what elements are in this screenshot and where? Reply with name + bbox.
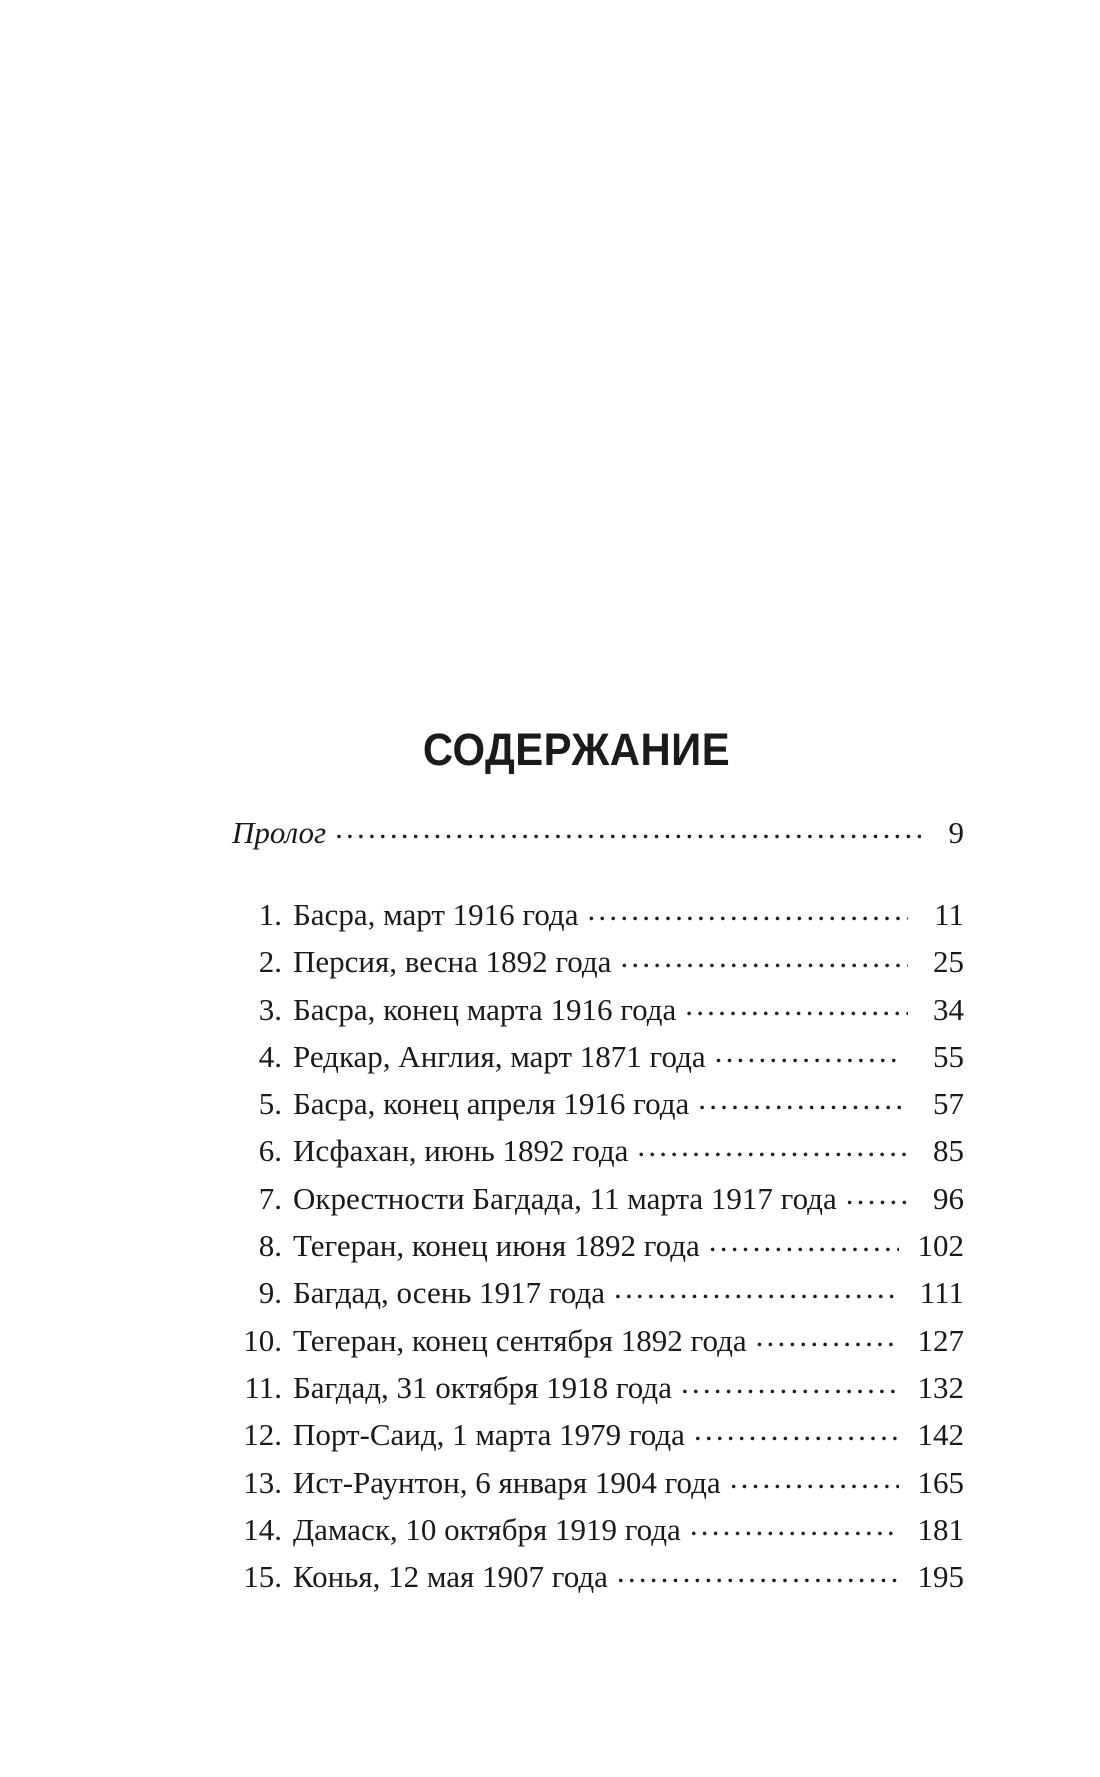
toc-entry-page: 195: [917, 1559, 964, 1595]
toc-entry-number: 9.: [258, 1275, 282, 1311]
dot-leader: [709, 1225, 899, 1256]
dot-leader: [694, 1414, 899, 1445]
dot-leader: [620, 941, 908, 972]
toc-entry-title: Багдад, 31 октября 1918 года: [293, 1369, 672, 1405]
toc-entry-page: 127: [917, 1322, 964, 1358]
dot-leader: [587, 894, 908, 925]
toc-entry-page: 85: [933, 1133, 964, 1169]
toc-entry-page: 111: [919, 1275, 964, 1311]
dot-leader: [730, 1462, 899, 1493]
toc-entry-page: 57: [933, 1086, 964, 1122]
toc-entry-page: 102: [917, 1228, 964, 1264]
toc-entry-title: Конья, 12 мая 1907 года: [293, 1559, 608, 1595]
toc-entry-page: 165: [917, 1464, 964, 1500]
toc-entry-page: 25: [933, 944, 964, 980]
toc-entry-6[interactable]: [228, 1130, 964, 1177]
toc-list: [228, 812, 964, 1603]
toc-entry-title: Окрестности Багдада, 11 марта 1917 года: [293, 1180, 837, 1216]
toc-entry-3[interactable]: [228, 989, 964, 1036]
toc-entry-15[interactable]: [228, 1556, 964, 1603]
toc-entry-number: 2.: [258, 944, 282, 980]
dot-leader: [335, 812, 921, 843]
toc-entry-title: Ист-Раунтон, 6 января 1904 года: [293, 1464, 721, 1500]
toc-entry-12[interactable]: [228, 1414, 964, 1461]
toc-entry-9[interactable]: [228, 1272, 964, 1319]
toc-entry-page: 11: [934, 897, 964, 932]
toc-entry-title: Персия, весна 1892 года: [293, 944, 612, 980]
toc-entry-title: Порт-Саид, 1 марта 1979 года: [293, 1417, 685, 1453]
toc-entry-number: 8.: [258, 1228, 282, 1264]
toc-entry-title: Басра, конец марта 1916 года: [293, 991, 677, 1027]
dot-leader: [681, 1367, 899, 1398]
toc-entry-11[interactable]: [228, 1367, 964, 1414]
toc-entry-8[interactable]: [228, 1225, 964, 1272]
toc-entry-title: Тегеран, конец сентября 1892 года: [293, 1322, 747, 1358]
toc-entry-title: Багдад, осень 1917 года: [293, 1275, 606, 1311]
toc-entry-page: 55: [933, 1038, 964, 1074]
toc-entry-number: 13.: [243, 1464, 282, 1500]
dot-leader: [846, 1178, 908, 1209]
toc-entry-page: 34: [933, 991, 964, 1027]
toc-entry-number: 7.: [258, 1180, 282, 1216]
toc-entry-page: 181: [917, 1511, 964, 1547]
toc-entry-page: 132: [917, 1369, 964, 1405]
dot-leader: [685, 989, 908, 1020]
toc-entry-5[interactable]: [228, 1083, 964, 1130]
toc-entry-14[interactable]: [228, 1509, 964, 1556]
page-title: СОДЕРЖАНИЕ: [422, 724, 731, 776]
toc-entry-number: 6.: [258, 1133, 282, 1169]
toc-entry-number: 1.: [258, 897, 282, 932]
toc-entry-number: 10.: [243, 1322, 282, 1358]
toc-entry-number: 14.: [243, 1511, 282, 1547]
dot-leader: [614, 1272, 899, 1303]
dot-leader: [637, 1130, 908, 1161]
toc-entry-title: Тегеран, конец июня 1892 года: [293, 1228, 700, 1264]
toc-entry-title: Пролог: [232, 815, 327, 850]
dot-leader: [715, 1036, 899, 1067]
dot-leader: [690, 1509, 899, 1540]
dot-leader: [617, 1556, 899, 1587]
toc-entry-page: 96: [933, 1180, 964, 1216]
toc-entry-number: 15.: [243, 1559, 282, 1595]
toc-entry-number: 11.: [244, 1369, 282, 1405]
toc-entry-page: 142: [917, 1417, 964, 1453]
toc-entry-13[interactable]: [228, 1462, 964, 1509]
toc-entry-title: Басра, конец апреля 1916 года: [293, 1086, 690, 1122]
dot-leader: [756, 1320, 899, 1351]
toc-entry-title: Исфахан, июнь 1892 года: [293, 1133, 629, 1169]
toc-entry-number: 3.: [258, 991, 282, 1027]
toc-entry-2[interactable]: [228, 941, 964, 988]
toc-entry-7[interactable]: [228, 1178, 964, 1225]
toc-entry-10[interactable]: [228, 1320, 964, 1367]
dot-leader: [698, 1083, 908, 1114]
toc-entry-page: 9: [948, 815, 964, 850]
toc-entry-title: Басра, март 1916 года: [293, 897, 579, 932]
toc-entry-number: 5.: [258, 1086, 282, 1122]
toc-chapter-list: [228, 894, 964, 1603]
toc-entry-prologue[interactable]: [228, 812, 964, 874]
toc-entry-4[interactable]: [228, 1036, 964, 1083]
toc-entry-number: 12.: [243, 1417, 282, 1453]
toc-entry-number: 4.: [258, 1038, 282, 1074]
toc-entry-1[interactable]: [228, 894, 964, 941]
toc-entry-title: Дамаск, 10 октября 1919 года: [293, 1511, 681, 1547]
toc-entry-title: Редкар, Англия, март 1871 года: [293, 1038, 706, 1074]
